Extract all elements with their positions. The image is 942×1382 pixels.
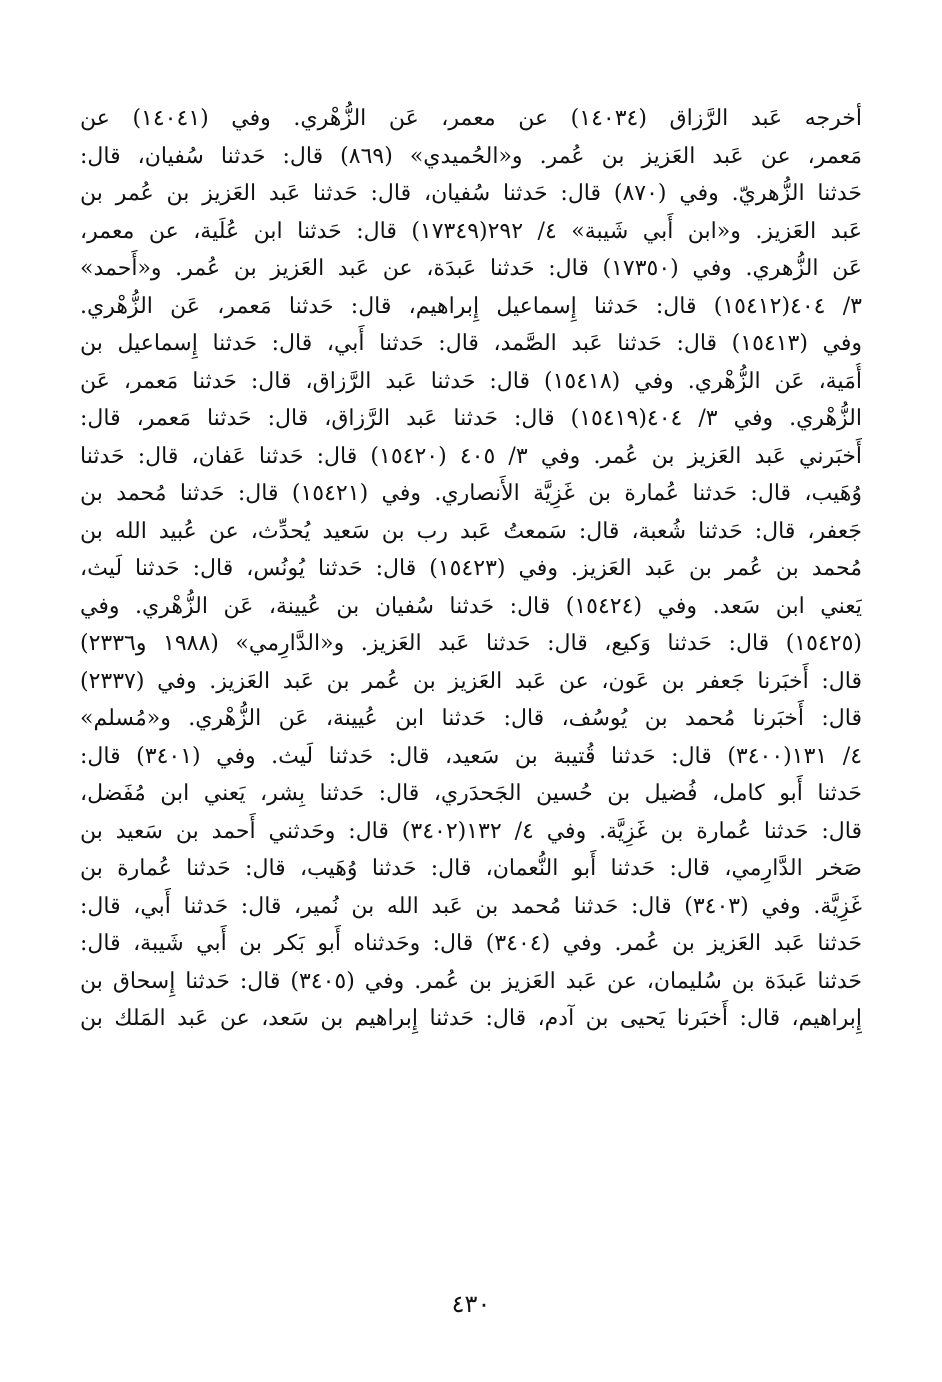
text-line: أَخبَرني عَبد العَزيز بن عُمر. وفي ٣/ ٤٠٥ (١٥٤٢٠) قال: حَدثنا عَفان، قال: حَدثنا: [80, 443, 862, 469]
page-number: ٤٣٠: [451, 1290, 491, 1318]
text-line: وُهَيب، قال: حَدثنا عُمارة بن غَزِيَّة الأَنصاري. وفي (١٥٤٢١) قال: حَدثنا مُحمد بن: [80, 481, 862, 506]
text-line: مَعمر، عن عَبد العَزيز بن عُمر. و«الحُميدي» (٨٦٩) قال: حَدثنا سُفيان، قال:: [80, 143, 862, 169]
text-line: حَدثنا الزُّهريّ. وفي (٨٧٠) قال: حَدثنا سُفيان، قال: حَدثنا عَبد العَزيز بن عُمر بن: [80, 181, 862, 206]
text-line: أخرجه عَبد الرَّزاق (١٤٠٣٤) عن معمر، عَن الزُّهْري. وفي (١٤٠٤١) عن: [80, 106, 862, 131]
text-line: ٤/ ١٣١(٣٤٠٠) قال: حَدثنا قُتيبة بن سَعيد، قال: حَدثنا لَيث. وفي (٣٤٠١) قال:: [80, 743, 862, 769]
text-line: قال: حَدثنا عُمارة بن غَزِيَّة. وفي ٤/ ١٣٢(٣٤٠٢) قال: وحَدثني أَحمد بن سَعيد بن: [80, 818, 862, 844]
text-line: مُحمد بن عُمر بن عَبد العَزيز. وفي (١٥٤٢٣) قال: حَدثنا يُونُس، قال: حَدثنا لَيث،: [80, 556, 862, 581]
text-line: يَعني ابن سَعد. وفي (١٥٤٢٤) قال: حَدثنا سُفيان بن عُيينة، عَن الزُّهْري. وفي: [80, 593, 862, 619]
text-line: صَخر الدَّارِمي، قال: حَدثنا أَبو النُّعمان، قال: حَدثنا وُهَيب، قال: حَدثنا عُمارة بن: [80, 856, 862, 881]
text-line: وفي (١٥٤١٣) قال: حَدثنا عَبد الصَّمد، قال: حَدثنا أَبي، قال: حَدثنا إِسماعيل بن: [80, 331, 862, 356]
body-text: [80, 100, 862, 1038]
text-line: حَدثنا أَبو كامل، فُضيل بن حُسين الجَحدَري، قال: حَدثنا بِشر، يَعني ابن مُفَضل،: [80, 781, 862, 806]
text-line: قال: أَخبَرنا جَعفر بن عَون، عن عَبد العَزيز بن عُمر بن عَبد العَزيز. وفي (٢٣٣٧): [80, 668, 862, 694]
text-line: عَبد العَزيز. و«ابن أَبي شَيبة» ٤/ ٢٩٢(١٧٣٤٩) قال: حَدثنا ابن عُلَية، عن معمر،: [80, 218, 862, 244]
text-line: قال: أَخبَرنا مُحمد بن يُوسُف، قال: حَدثنا ابن عُيينة، عَن الزُّهْري. و«مُسلم»: [80, 706, 862, 731]
text-line: ٣/ ٤٠٤(١٥٤١٢) قال: حَدثنا إِسماعيل إِبراهيم، قال: حَدثنا مَعمر، عَن الزُّهْري.: [80, 293, 862, 319]
text-line: حَدثنا عَبد العَزيز بن عُمر. وفي (٣٤٠٤) قال: وحَدثناه أَبو بَكر بن أَبي شَيبة، قال:: [80, 931, 862, 956]
text-line: جَعفر، قال: حَدثنا شُعبة، قال: سَمعتُ عَبد رب بن سَعيد يُحدِّث، عن عُبيد الله بن: [80, 518, 862, 544]
text-line: الزُّهْري. وفي ٣/ ٤٠٤(١٥٤١٩) قال: حَدثنا عَبد الرَّزاق، قال: حَدثنا مَعمر، قال:: [80, 406, 862, 431]
text-line: حَدثنا عَبدَة بن سُليمان، عن عَبد العَزيز بن عُمر. وفي (٣٤٠٥) قال: حَدثنا إِسحاق بن: [80, 968, 862, 994]
text-line: أُمَية، عَن الزُّهْري. وفي (١٥٤١٨) قال: حَدثنا عَبد الرَّزاق، قال: حَدثنا مَعمر، عَن: [80, 368, 862, 394]
text-line: (١٥٤٢٥) قال: حَدثنا وَكيع، قال: حَدثنا عَبد العَزيز. و«الدَّارِمي» (١٩٨٨ و٢٣٣٦): [80, 631, 862, 656]
text-line: إِبراهيم، قال: أَخبَرنا يَحيى بن آدم، قال: حَدثنا إِبراهيم بن سَعد، عن عَبد المَلك بن: [80, 1006, 862, 1031]
text-line: غَزِيَّة. وفي (٣٤٠٣) قال: حَدثنا مُحمد بن عَبد الله بن نُمير، قال: حَدثنا أَبي، قال:: [80, 893, 862, 919]
text-line: عَن الزُّهري. وفي (١٧٣٥٠) قال: حَدثنا عَبدَة، عن عَبد العَزيز بن عُمر. و«أَحمد»: [80, 256, 862, 281]
